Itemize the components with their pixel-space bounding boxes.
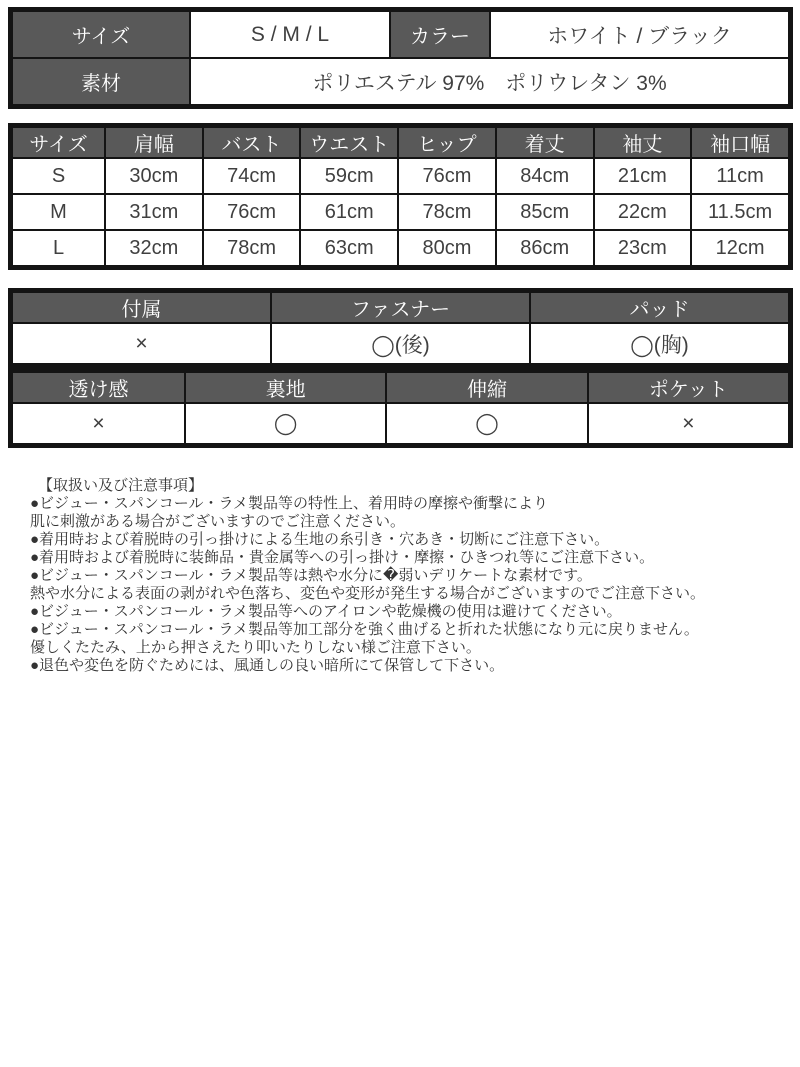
care-notes-line: ●着用時および着脱時に装飾品・貴金属等への引っ掛け・摩擦・ひきつれ等にご注意下さい。 [30,549,655,566]
measure-cell: 32cm [105,230,203,266]
feature-value-cell: × [588,403,789,444]
care-notes-line: ●退色や変色を防ぐためには、風通しの良い暗所にて保管して下さい。 [30,657,505,674]
measure-header-cell: 着丈 [496,127,594,158]
material-label-cell: 素材 [12,58,190,105]
feature-value-cell: × [12,323,271,364]
feature-header-cell: ファスナー [271,292,530,323]
table-row [12,323,789,364]
measure-cell: 86cm [496,230,594,266]
table-row [12,58,789,105]
features-table-a [8,288,793,368]
care-notes-line: ●着用時および着脱時の引っ掛けによる生地の糸引き・穴あき・切断にご注意下さい。 [30,531,610,548]
info-table [11,10,790,106]
feature-value-cell: ◯ [185,403,386,444]
measure-cell: 84cm [496,158,594,194]
care-notes-line: 優しくたたみ、上から押さえたり叩いたりしない様ご注意下さい。 [30,639,481,656]
feature-header-cell: 付属 [12,292,271,323]
measure-cell: 61cm [300,194,398,230]
table-row-size-l [12,230,789,266]
size-label-cell: サイズ [12,11,190,58]
measure-cell: 78cm [398,194,496,230]
measure-cell: 80cm [398,230,496,266]
care-notes-title: 【取扱い及び注意事項】 [38,477,204,494]
table-row [12,403,789,444]
measure-cell: 59cm [300,158,398,194]
measure-cell: 85cm [496,194,594,230]
measure-header-cell: 肩幅 [105,127,203,158]
care-notes-line: 肌に刺激がある場合がございますのでご注意ください。 [30,513,406,530]
feature-value-cell: ◯(胸) [530,323,789,364]
care-notes-line: ●ビジュー・スパンコール・ラメ製品等は熱や水分に�弱いデリケートな素材です。 [30,567,592,584]
color-value-cell: ホワイト / ブラック [490,11,789,58]
measure-cell: 76cm [203,194,301,230]
measure-cell: S [12,158,105,194]
table-header-row [12,127,789,158]
measure-header-cell: 袖口幅 [691,127,789,158]
measure-cell: 12cm [691,230,789,266]
size-color-material-table [8,7,793,109]
measure-table [11,126,790,267]
features-table-b [8,368,793,448]
material-value-cell: ポリエステル 97% ポリウレタン 3% [190,58,789,105]
measurements-table [8,123,793,270]
table-header-row [12,372,789,403]
measure-cell: 11.5cm [691,194,789,230]
feature-header-cell: 裏地 [185,372,386,403]
color-label-cell: カラー [390,11,490,58]
care-notes-line: ●ビジュー・スパンコール・ラメ製品等の特性上、着用時の摩擦や衝撃により [30,495,549,512]
size-value-cell: S / M / L [190,11,390,58]
measure-cell: 11cm [691,158,789,194]
feature-value-cell: ◯(後) [271,323,530,364]
care-notes-line: ●ビジュー・スパンコール・ラメ製品等加工部分を強く曲げると折れた状態になり元に戻りません。 [30,621,699,638]
features-b-table [11,371,790,445]
table-row-size-s [12,158,789,194]
table-row [12,11,789,58]
measure-header-cell: ウエスト [300,127,398,158]
features-a-table [11,291,790,365]
care-notes [30,477,775,675]
feature-header-cell: ポケット [588,372,789,403]
measure-cell: 74cm [203,158,301,194]
table-header-row [12,292,789,323]
feature-value-cell: ◯ [386,403,587,444]
measure-cell: L [12,230,105,266]
table-row-size-m [12,194,789,230]
measure-cell: 21cm [594,158,692,194]
care-notes-line: 熱や水分による表面の剥がれや色落ち、変色や変形が発生する場合がございますのでご注意下さい。 [30,585,706,602]
measure-header-cell: バスト [203,127,301,158]
measure-cell: 76cm [398,158,496,194]
measure-cell: 78cm [203,230,301,266]
features-tables [8,288,793,448]
measure-cell: M [12,194,105,230]
measure-cell: 31cm [105,194,203,230]
measure-cell: 23cm [594,230,692,266]
care-notes-line: ●ビジュー・スパンコール・ラメ製品等へのアイロンや乾燥機の使用は避けてください。 [30,603,622,620]
feature-header-cell: パッド [530,292,789,323]
feature-value-cell: × [12,403,185,444]
measure-header-cell: サイズ [12,127,105,158]
measure-cell: 63cm [300,230,398,266]
measure-header-cell: ヒップ [398,127,496,158]
measure-header-cell: 袖丈 [594,127,692,158]
measure-cell: 22cm [594,194,692,230]
feature-header-cell: 伸縮 [386,372,587,403]
measure-cell: 30cm [105,158,203,194]
feature-header-cell: 透け感 [12,372,185,403]
